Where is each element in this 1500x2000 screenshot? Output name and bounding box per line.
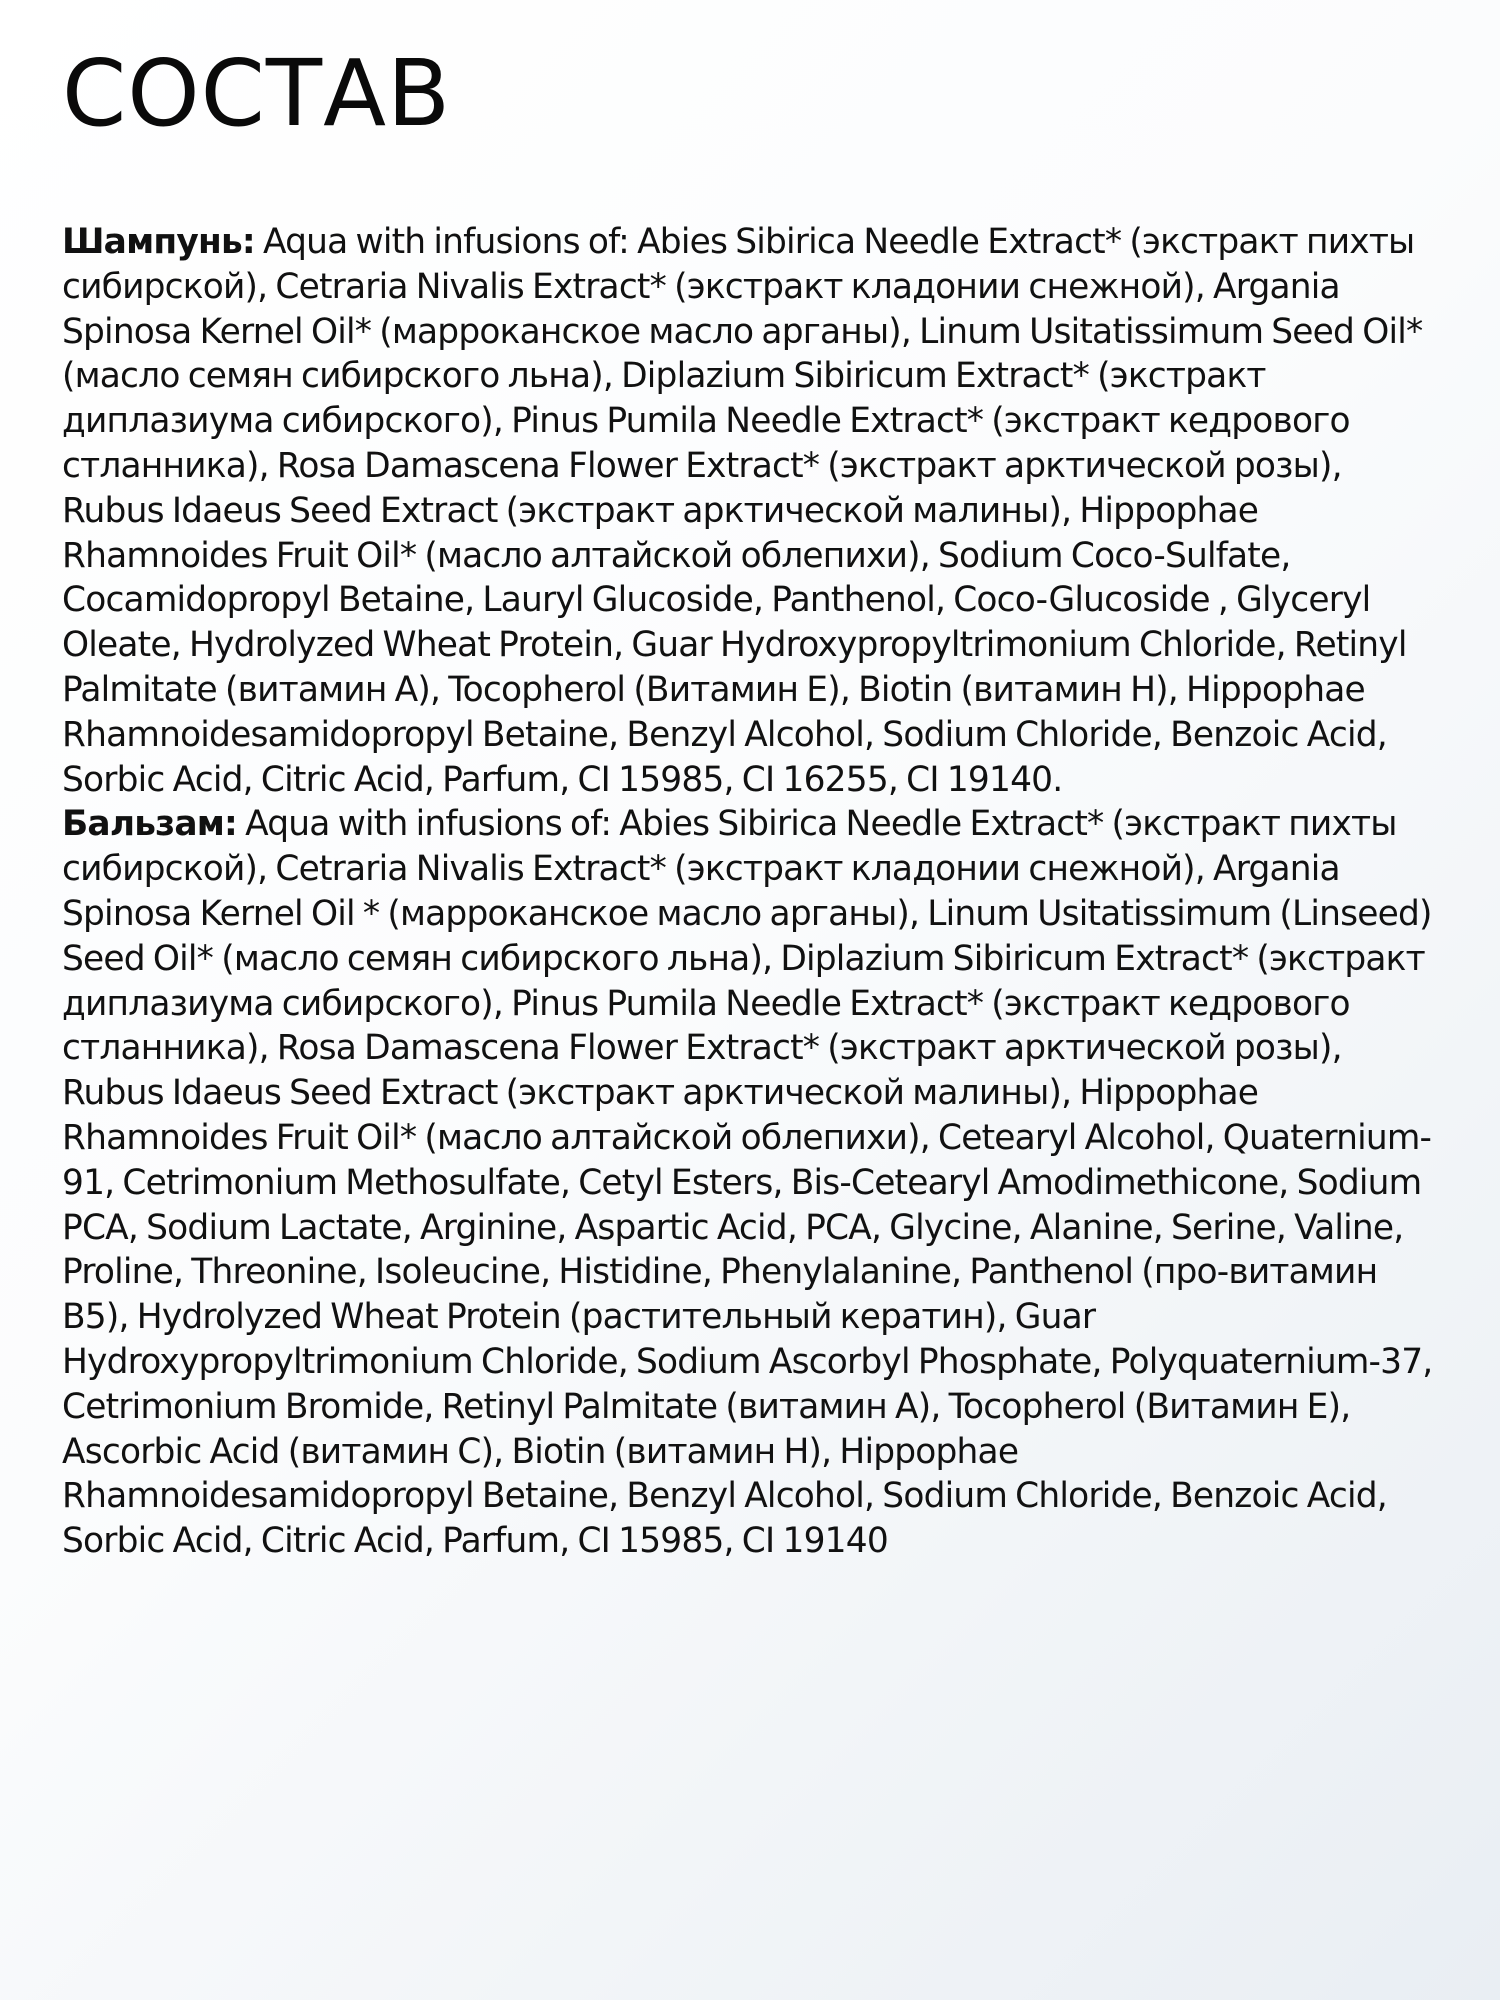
composition-text — [62, 220, 1437, 1564]
balm-label: Бальзам: — [62, 804, 238, 845]
balm-paragraph — [62, 802, 1437, 1564]
shampoo-label: Шампунь: — [62, 222, 255, 262]
balm-ingredients: Aqua with infusions of: Abies Sibirica Needle Extract* (экстракт пихты сибирской), Cetraria Nivalis Extract* (экстракт кладонии снежной), Argania Spinosa Kernel Oil * (марроканское масло арганы), Linum Usitatissimum (Linseed) Seed Oil* (масло семян сибирского льна), Diplazium Sibiricum Extract* (экстракт диплазиума сибирского), Pinus Pumila Needle Extract* (экстракт кедрового стланника), Rosa Damascena Flower Extract* (экстракт арктической розы), Rubus Idaeus Seed Extract (экстракт арктической малины), Hippophae Rhamnoides Fruit Oil* (масло алтайской облепихи), Cetearyl Alcohol, Quaternium-91, Cetrimonium Methosulfate, Cetyl Esters, Bis-Cetearyl Amodimethicone, Sodium PCA, Sodium Lactate, Arginine, Aspartic Acid, PCA, Glycine, Alanine, Serine, Valine, Proline, Threonine, Isoleucine, Histidine, Phenylalanine, Panthenol (про-витамин В5), Hydrolyzed Wheat Protein (растительный кератин), Guar Hydroxypropyltrimonium Chloride, Sodium Ascorbyl Phosphate, Polyquaternium-37, Cetrimonium Bromide, Retinyl Palmitate (витамин А), Tocopherol (Витамин Е), Ascorbic Acid (витамин С), Biotin (витамин Н), Hippophae Rhamnoidesamidopropyl Betaine, Benzyl Alcohol, Sodium Chloride, Benzoic Acid, Sorbic Acid, Citric Acid, Parfum, CI 15985, CI 19140 — [62, 804, 1433, 1562]
shampoo-ingredients: Aqua with infusions of: Abies Sibirica Needle Extract* (экстракт пихты сибирской), Cetraria Nivalis Extract* (экстракт кладонии снежной), Argania Spinosa Kernel Oil* (марроканское масло арганы), Linum Usitatissimum Seed Oil* (масло семян сибирского льна), Diplazium Sibiricum Extract* (экстракт диплазиума сибирского), Pinus Pumila Needle Extract* (экстракт кедрового стланника), Rosa Damascena Flower Extract* (экстракт арктической розы), Rubus Idaeus Seed Extract (экстракт арктической малины), Hippophae Rhamnoides Fruit Oil* (масло алтайской облепихи), Sodium Coco-Sulfate, Cocamidopropyl Betaine, Lauryl Glucoside, Panthenol, Coco-Glucoside , Glyceryl Oleate, Hydrolyzed Wheat Protein, Guar Hydroxypropyltrimonium Chloride, Retinyl Palmitate (витамин А), Tocopherol (Витамин Е), Biotin (витамин Н), Hippophae Rhamnoidesamidopropyl Betaine, Benzyl Alcohol, Sodium Chloride, Benzoic Acid, Sorbic Acid, Citric Acid, Parfum, CI 15985, CI 16255, CI 19140. — [62, 222, 1423, 800]
shampoo-paragraph — [62, 220, 1437, 802]
composition-page — [62, 0, 1442, 2000]
page-title: СОСТАВ — [62, 40, 452, 147]
